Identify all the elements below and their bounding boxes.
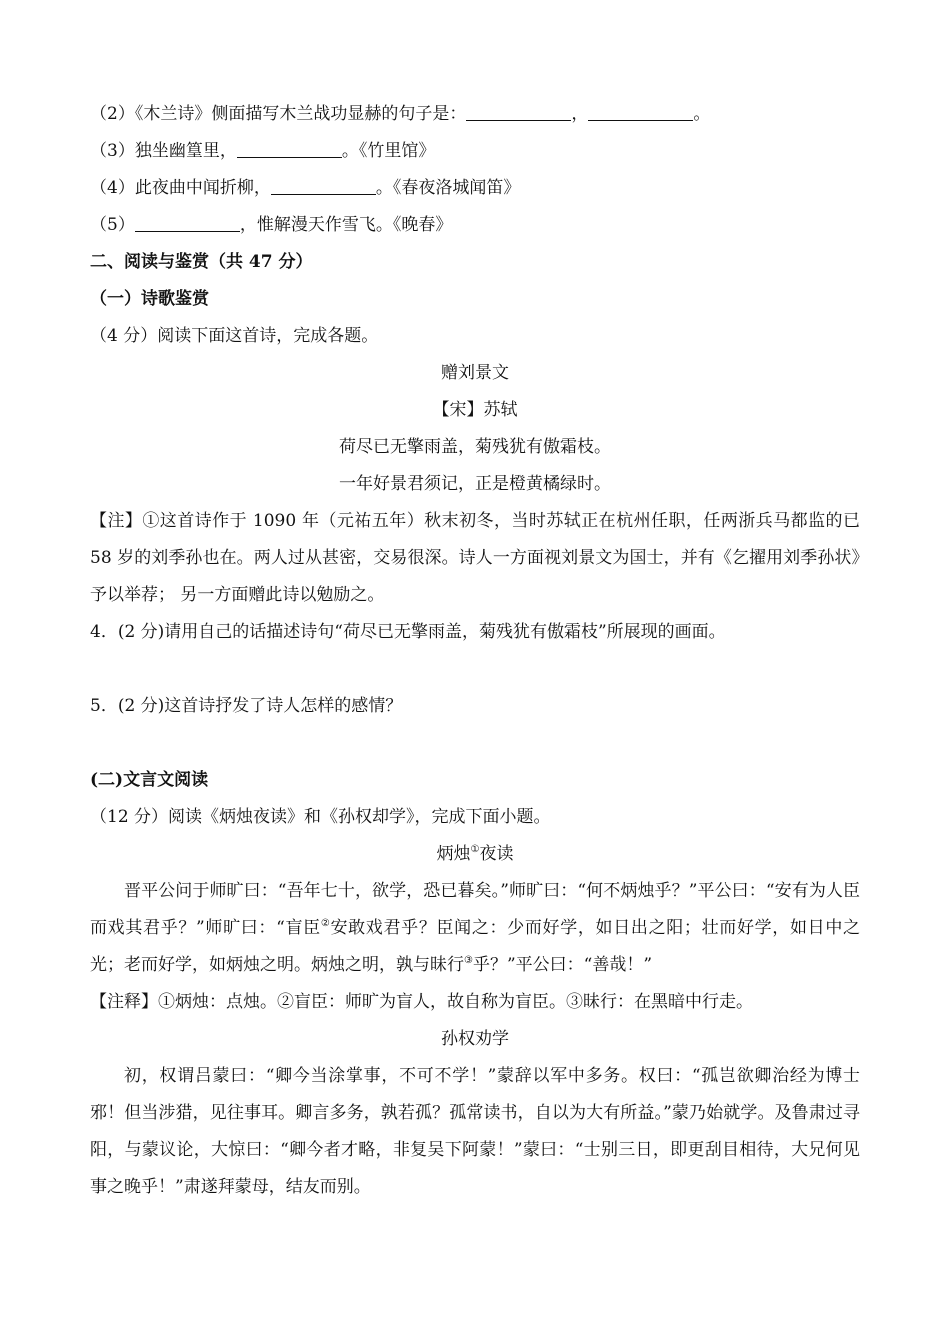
poem-title: 赠刘景文 <box>441 363 509 383</box>
text2-body: 初，权谓吕蒙曰：“卿今当涂掌事，不可不学！”蒙辞以军中多务。权曰：“孤岂欲卿治经为博士邪！但当涉猎，见往事耳。卿言多务，孰若孤？孤常读书，自以为大有所益。”蒙乃始就学。及鲁肃过寻阳，与蒙议论，大惊曰：“卿今者才略，非复吴下阿蒙！”蒙曰：“士别三日，即更刮目相待，大兄何见事之晚乎！”肃遂拜蒙母，结友而别。 <box>90 1066 860 1197</box>
classical-intro: （12 分）阅读《炳烛夜读》和《孙权却学》，完成下面小题。 <box>90 807 551 827</box>
footnote-marker: ② <box>320 918 331 929</box>
subsection-heading-poetry: （一）诗歌鉴赏 <box>90 289 209 309</box>
fill-question-5: （5） ，惟解漫天作雪飞。《晚春》 <box>90 207 860 244</box>
answer-blank[interactable] <box>237 135 342 158</box>
text1-notes: 【注释】①炳烛：点烛。②盲臣：师旷为盲人，故自称为盲臣。③昧行：在黑暗中行走。 <box>90 992 753 1012</box>
answer-space[interactable] <box>90 725 860 762</box>
subsection-heading-classical: (二)文言文阅读 <box>90 770 209 790</box>
poetry-intro: （4 分）阅读下面这首诗，完成各题。 <box>90 326 379 346</box>
poem-line: 一年好景君须记，正是橙黄橘绿时。 <box>339 474 611 494</box>
document-page <box>90 96 860 1206</box>
text1-body: 晋平公问于师旷曰：“吾年七十，欲学，恐已暮矣。”师旷曰：“何不炳烛乎？”平公曰：“安有为人臣而戏其君乎？”师旷曰：“盲臣②安敢戏君乎？臣闻之：少而好学，如日出之阳；壮而好学，如日中之光；老而好学，如炳烛之明。炳烛之明，孰与昧行③乎？”平公曰：“善哉！” <box>90 881 860 975</box>
poem-author: 【宋】苏轼 <box>432 400 518 420</box>
text1-title: 炳烛①夜读 <box>436 844 514 864</box>
poem-line: 荷尽已无擎雨盖，菊残犹有傲霜枝。 <box>339 437 611 457</box>
poem-note: 【注】①这首诗作于 1090 年（元祐五年）秋末初冬，当时苏轼正在杭州任职，任两浙兵马都监的已 58 岁的刘季孙也在。两人过从甚密，交易很深。诗人一方面视刘景文为国士，并有《乞擢用刘季孙状》予以举荐； 另一方面赠此诗以勉励之。 <box>90 511 860 605</box>
fill-question-4: （4）此夜曲中闻折柳， 。《春夜洛城闻笛》 <box>90 170 860 207</box>
answer-space[interactable] <box>90 651 860 688</box>
question-4: 4．(2 分)请用自己的话描述诗句“荷尽已无擎雨盖，菊残犹有傲霜枝”所展现的画面。 <box>90 622 726 642</box>
fill-question-2: （2）《木兰诗》侧面描写木兰战功显赫的句子是： ， 。 <box>90 96 860 133</box>
text2-title: 孙权劝学 <box>441 1029 509 1049</box>
answer-blank[interactable] <box>271 172 376 195</box>
question-5: 5．(2 分)这首诗抒发了诗人怎样的感情？ <box>90 696 403 716</box>
section-heading: 二、阅读与鉴赏（共 47 分） <box>90 252 313 272</box>
footnote-marker: ① <box>470 844 480 855</box>
answer-blank[interactable] <box>588 98 693 121</box>
fill-question-3: （3）独坐幽篁里， 。《竹里馆》 <box>90 133 860 170</box>
footnote-marker: ③ <box>464 955 473 966</box>
answer-blank[interactable] <box>135 209 240 232</box>
answer-blank[interactable] <box>466 98 571 121</box>
